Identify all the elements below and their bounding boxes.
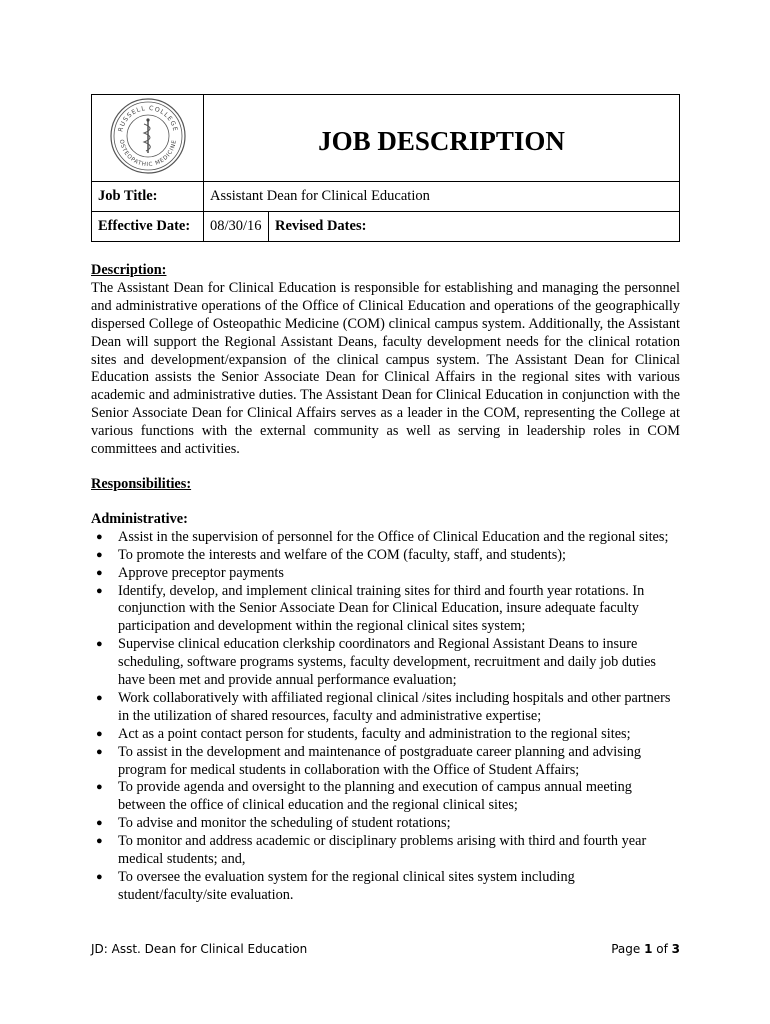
list-item: ● Work collaboratively with affiliated regional clinical /sites including hospitals and other partners in the utilization of shared resources, faculty and administrative expertise;: [96, 689, 671, 724]
description-text: The Assistant Dean for Clinical Education is responsible for establishing and managing the personnel and administrative operations of the Office of Clinical Education and operations of the geographically dispersed College of Osteopathic Medicine (COM) clinical campus system. Additionally, the Assistant Dean will support the Regional Assistant Deans, faculty development needs for the clinical rotation sites and development/expansion of the clinical campus system. The Assistant Dean for Clinical Education assists the Senior Associate Dean for Clinical Affairs in the regional sites with various academic and administrative duties. The Assistant Dean for Clinical Education in conjunction with the Senior Associate Dean for Clinical Affairs serves as a leader in the COM, representing the College at various functions with the external community as well as serving in leadership roles in COM committees and activities.: [91, 279, 680, 458]
dates-inner-table: [204, 212, 679, 241]
title-cell: [204, 95, 680, 182]
bullet-icon: ●: [96, 548, 103, 561]
header-table: [91, 94, 680, 242]
bullet-icon: ●: [96, 566, 103, 579]
bullet-icon: ●: [96, 584, 103, 597]
administrative-heading: Administrative:: [91, 510, 188, 527]
list-item: ● To provide agenda and oversight to the planning and execution of campus annual meeting between the office of clinical education and the regional clinical sites;: [96, 779, 632, 814]
list-item: ● Supervise clinical education clerkship coordinators and Regional Assistant Deans to insure scheduling, software programs systems, faculty development, recruitment and daily job duties have been met and provide annual performance evaluation;: [96, 636, 656, 689]
responsibilities-list: [91, 529, 680, 905]
document-title: JOB DESCRIPTION: [318, 125, 565, 156]
list-item: ● To advise and monitor the scheduling of student rotations;: [96, 815, 451, 832]
page-number: Page 1 of 3: [611, 942, 680, 956]
effective-date-label: Effective Date:: [92, 212, 204, 242]
list-item: ● Identify, develop, and implement clinical training sites for third and fourth year rotations. In conjunction with the Senior Associate Dean for Clinical Education, insure adequate faculty participation and development within the regional clinical sites system;: [96, 582, 645, 635]
responsibilities-heading: Responsibilities:: [91, 475, 192, 492]
bullet-icon: ●: [96, 835, 103, 848]
job-title-value: Assistant Dean for Clinical Education: [204, 182, 680, 212]
list-item: ● To monitor and address academic or disciplinary problems arising with third and fourth year medical students; and,: [96, 833, 647, 868]
bullet-icon: ●: [96, 530, 103, 543]
body-content: [91, 262, 680, 905]
job-title-label: Job Title:: [92, 182, 204, 212]
current-page: 1: [644, 942, 653, 956]
bullet-icon: ●: [96, 638, 103, 651]
dates-cell: [204, 212, 680, 242]
list-item: ● To oversee the evaluation system for the regional clinical sites system including student/faculty/site evaluation.: [96, 869, 575, 903]
svg-text:RUSSELL COLLEGE: RUSSELL COLLEGE: [116, 104, 179, 133]
revised-dates-label: Revised Dates:: [269, 212, 680, 241]
total-pages: 3: [671, 942, 680, 956]
college-seal-logo: [108, 96, 188, 176]
svg-text:OSTEOPATHIC MEDICINE: OSTEOPATHIC MEDICINE: [117, 138, 178, 168]
logo-cell: [92, 95, 204, 182]
list-item: ● Act as a point contact person for students, faculty and administration to the regional sites;: [96, 725, 631, 742]
list-item: ● Assist in the supervision of personnel for the Office of Clinical Education and the regional sites;: [96, 528, 669, 545]
list-item: ● To promote the interests and welfare of the COM (faculty, staff, and students);: [96, 546, 567, 563]
bullet-icon: ●: [96, 871, 103, 883]
bullet-icon: ●: [96, 745, 103, 758]
description-heading: Description:: [91, 262, 167, 278]
bullet-icon: ●: [96, 817, 103, 830]
bullet-icon: ●: [96, 727, 103, 740]
bullet-icon: ●: [96, 781, 103, 794]
bullet-icon: ●: [96, 691, 103, 704]
footer-document-name: JD: Asst. Dean for Clinical Education: [91, 942, 308, 956]
list-item: ● To assist in the development and maintenance of postgraduate career planning and advising program for medical students in collaboration with the Office of Student Affairs;: [96, 743, 642, 778]
list-item: ● Approve preceptor payments: [96, 564, 284, 581]
effective-date-value: 08/30/16: [210, 218, 262, 234]
